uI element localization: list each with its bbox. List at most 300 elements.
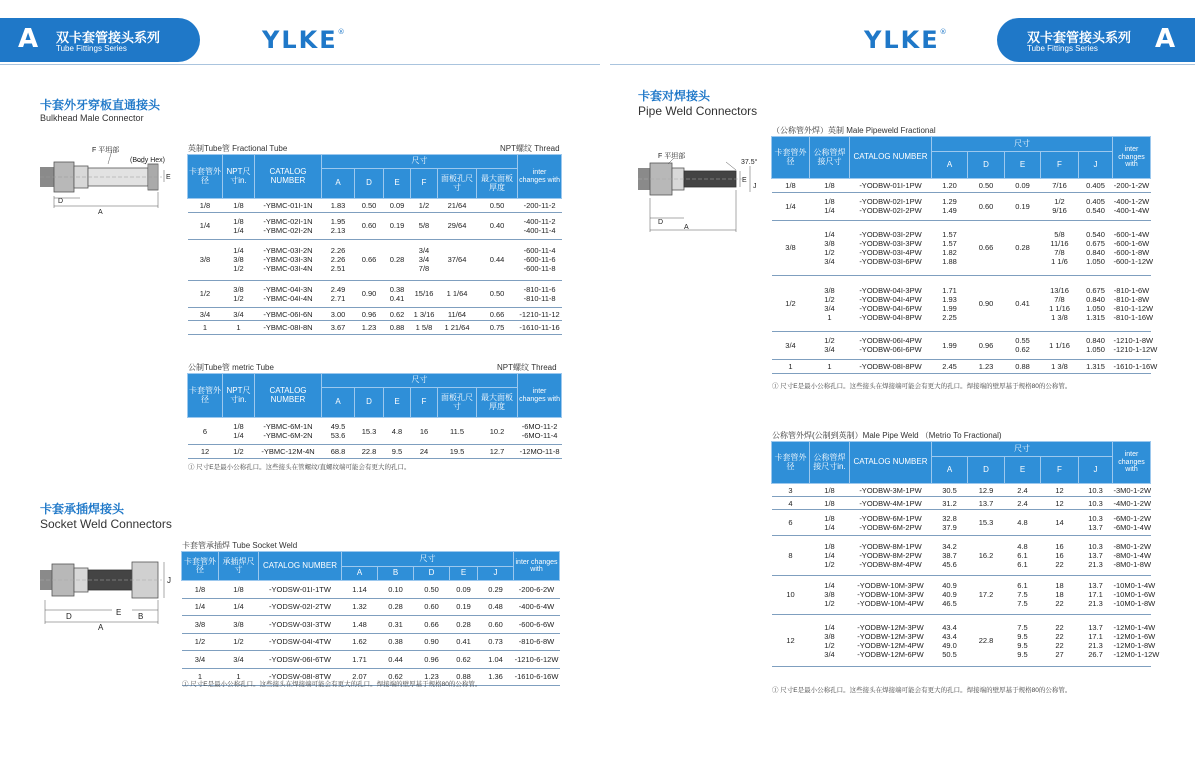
cell-value: 1/2 bbox=[1054, 197, 1065, 207]
cell-inter bbox=[518, 307, 562, 321]
table-row bbox=[772, 192, 1151, 220]
col-size-group: 尺寸 bbox=[322, 155, 518, 169]
cell-pipe bbox=[810, 575, 850, 614]
cell-a bbox=[932, 614, 968, 666]
cell-value: 1/4 bbox=[824, 581, 835, 591]
col-e: E bbox=[384, 388, 411, 418]
cell-inter bbox=[1113, 331, 1158, 359]
cell-value: 1 1/16 bbox=[1049, 303, 1070, 313]
cell-od: 10 bbox=[772, 575, 810, 614]
cell-pipe bbox=[810, 510, 850, 536]
cell-e bbox=[384, 199, 411, 213]
cell-value: 5/8 bbox=[1054, 229, 1065, 239]
bulkhead-fractional-table bbox=[187, 154, 562, 335]
cell-od: 3 bbox=[772, 484, 810, 497]
col-tube-od: 卡套管外径 bbox=[772, 137, 810, 179]
cell-inter bbox=[1113, 179, 1151, 193]
cell-value: -1210-1-12W bbox=[1113, 345, 1158, 355]
pipe-weld-dwg-flat-label: F 平坦部 bbox=[658, 153, 686, 160]
cell-value: 0.405 bbox=[1086, 197, 1105, 207]
cell-value: 21.3 bbox=[1088, 640, 1103, 650]
cell-npt bbox=[223, 199, 255, 213]
cell-j bbox=[1079, 179, 1113, 193]
cell-value: -810-11-6 bbox=[523, 284, 556, 294]
cell-value: 0.55 bbox=[1015, 336, 1030, 346]
bulkhead-frac-thread-caption: NPT螺纹 Thread bbox=[500, 144, 560, 153]
cell-value: -YODBW-10M-3PW bbox=[857, 590, 924, 600]
cell-f bbox=[411, 321, 438, 335]
cell-value: 53.6 bbox=[330, 431, 346, 441]
cell-value: 6.1 bbox=[1017, 560, 1028, 570]
cell-value: 0.19 bbox=[389, 221, 405, 231]
cell-value: -YODBW-01I-1PW bbox=[859, 180, 922, 190]
cell-d: 0.66 bbox=[355, 239, 384, 280]
table-row bbox=[772, 614, 1151, 666]
cell-hole: 19.5 bbox=[438, 445, 477, 459]
cell-j: 0.73 bbox=[478, 633, 514, 651]
cell-od: 3/4 bbox=[772, 331, 810, 359]
cell-value: 9.5 bbox=[1017, 640, 1028, 650]
socket-weld-title-zh: 卡套承插焊接头 bbox=[40, 502, 125, 516]
cell-d: 1.23 bbox=[414, 668, 450, 686]
bulkhead-connector-drawing bbox=[40, 140, 180, 216]
cell-e bbox=[1005, 510, 1041, 536]
cell-value: 1.050 bbox=[1086, 345, 1105, 355]
cell-e bbox=[1005, 331, 1041, 359]
cell-inter bbox=[1113, 536, 1151, 575]
cell-value: 0.62 bbox=[389, 309, 405, 319]
cell-d: 1.23 bbox=[968, 359, 1005, 373]
table-row bbox=[772, 510, 1151, 536]
cell-value: 1/4 bbox=[233, 225, 244, 235]
cell-cat bbox=[255, 307, 322, 321]
cell-j bbox=[1079, 331, 1113, 359]
cell-value: 0.540 bbox=[1086, 206, 1105, 216]
cell-value: -1610-11-16 bbox=[519, 323, 560, 333]
cell-value: 10.3 bbox=[1088, 485, 1103, 495]
cell-a: 1.14 bbox=[342, 581, 378, 599]
cell-od: 12 bbox=[772, 614, 810, 666]
cell-f bbox=[1041, 497, 1079, 510]
cell-e: 0.28 bbox=[450, 616, 478, 634]
cell-value: 13/16 bbox=[1050, 285, 1069, 295]
cell-a bbox=[932, 536, 968, 575]
cell-value: -12M0-1-4W bbox=[1113, 622, 1156, 632]
col-socket-weld-size: 承插焊尺寸 bbox=[219, 552, 259, 581]
cell-value: 46.5 bbox=[942, 599, 957, 609]
cell-value: 0.19 bbox=[1015, 201, 1030, 211]
cell-value: -YBMC-02I-2N bbox=[263, 225, 313, 235]
col-npt-size: NPT尺寸in. bbox=[223, 374, 255, 418]
cell-value: 34.2 bbox=[942, 542, 957, 552]
table-row bbox=[772, 276, 1151, 332]
col-a: A bbox=[932, 152, 968, 179]
cell-e bbox=[384, 418, 411, 445]
cell-value: 13.7 bbox=[1088, 551, 1103, 561]
brand-name-right: YLKE bbox=[864, 26, 940, 54]
col-pipe-weld-size: 公称管焊接尺寸in. bbox=[810, 442, 850, 484]
cell-value: -YODBW-12M-3PW bbox=[857, 631, 924, 641]
cell-value: 3/4 bbox=[824, 256, 835, 266]
cell-value: 5/8 bbox=[418, 221, 430, 231]
cell-value: 18 bbox=[1055, 581, 1064, 591]
cell-inter bbox=[1113, 510, 1151, 536]
table-row bbox=[188, 239, 562, 280]
cell-f bbox=[1041, 359, 1079, 373]
cell-value: 3/8 bbox=[233, 284, 244, 294]
cell-value: 1.83 bbox=[330, 200, 346, 210]
cell-a bbox=[932, 359, 968, 373]
cell-value: -4M0-1-2W bbox=[1113, 498, 1152, 508]
pipe-weld-title-zh: 卡套对焊接头 bbox=[638, 89, 711, 103]
cell-value: 1.29 bbox=[942, 197, 957, 207]
cell-value: 31.2 bbox=[942, 498, 957, 508]
col-size-group: 尺寸 bbox=[342, 552, 514, 567]
cell-value: 1/2 bbox=[824, 247, 835, 257]
socket-dwg-e-label: E bbox=[116, 608, 122, 617]
cell-value: 3.00 bbox=[330, 309, 346, 319]
cell-value: 1 bbox=[236, 323, 241, 333]
cell-value: 0.88 bbox=[1015, 361, 1030, 371]
cell-value: 32.8 bbox=[942, 513, 957, 523]
table-row bbox=[772, 179, 1151, 193]
cell-od: 1 bbox=[772, 359, 810, 373]
col-d: D bbox=[355, 169, 384, 199]
cell-value: -YODBW-08I-8PW bbox=[859, 361, 922, 371]
cell-value: -400-11-2 bbox=[523, 216, 556, 226]
cell-cat bbox=[850, 192, 932, 220]
cell-value: 9.5 bbox=[391, 446, 403, 456]
cell-j: 0.60 bbox=[478, 616, 514, 634]
cell-hole: 1 1/64 bbox=[438, 280, 477, 307]
cell-b: 0.31 bbox=[378, 616, 414, 634]
cell-inter: -810-6-8W bbox=[514, 633, 560, 651]
cell-a bbox=[932, 510, 968, 536]
cell-cat bbox=[255, 212, 322, 239]
bulkhead-dwg-a-label: A bbox=[98, 209, 103, 216]
cell-inter: -200-6-2W bbox=[514, 581, 560, 599]
cell-value: -1210-11-12 bbox=[519, 309, 560, 319]
cell-cat bbox=[255, 239, 322, 280]
table-row bbox=[182, 581, 560, 599]
cell-value: 0.675 bbox=[1086, 238, 1105, 248]
cell-cat: -YODSW-04I-4TW bbox=[259, 633, 342, 651]
cell-value: 1 1/16 bbox=[1049, 340, 1070, 350]
cell-value: -YODBW-02I-2PW bbox=[859, 206, 922, 216]
cell-f bbox=[411, 212, 438, 239]
cell-e bbox=[1005, 575, 1041, 614]
col-d: D bbox=[968, 457, 1005, 484]
cell-od: 1/2 bbox=[182, 633, 219, 651]
cell-d: 0.90 bbox=[355, 280, 384, 307]
cell-value: -12MO-11-8 bbox=[519, 446, 560, 456]
col-pipe-weld-size: 公称管焊接尺寸 bbox=[810, 137, 850, 179]
cell-e bbox=[1005, 484, 1041, 497]
pipe-weld-section-title bbox=[638, 87, 757, 118]
cell-pipe bbox=[810, 331, 850, 359]
cell-value: -YODBW-03I-3PW bbox=[859, 238, 922, 248]
cell-value: 13.7 bbox=[1088, 522, 1103, 532]
cell-value: 16 bbox=[1055, 551, 1064, 561]
cell-a bbox=[932, 331, 968, 359]
cell-value: 49.0 bbox=[942, 640, 957, 650]
cell-value: 22 bbox=[1055, 631, 1064, 641]
cell-value: 18 bbox=[1055, 590, 1064, 600]
cell-e bbox=[384, 445, 411, 459]
cell-value: -1210-1-8W bbox=[1113, 336, 1154, 346]
cell-a: 1.71 bbox=[342, 651, 378, 669]
cell-d: 0.50 bbox=[355, 199, 384, 213]
col-f: F bbox=[411, 388, 438, 418]
cell-value: 1/2 bbox=[233, 264, 244, 274]
col-tube-od: 卡套管外径 bbox=[188, 374, 223, 418]
col-interchanges: inter changes with bbox=[518, 374, 562, 418]
pipe-weld-dwg-j-label: J bbox=[753, 183, 757, 190]
cell-value: 21.3 bbox=[1088, 599, 1103, 609]
cell-value: -8M0-1-8W bbox=[1113, 560, 1152, 570]
cell-maxp: 10.2 bbox=[477, 418, 518, 445]
col-max-panel-thickness: 最大面板厚度 bbox=[477, 169, 518, 199]
cell-value: 1/2 bbox=[233, 446, 244, 456]
cell-pipe bbox=[810, 484, 850, 497]
cell-d: 12.9 bbox=[968, 484, 1005, 497]
cell-a: 1.32 bbox=[342, 598, 378, 616]
series-title-zh-left: 双卡套管接头系列 bbox=[56, 31, 161, 46]
socket-weld-table bbox=[181, 551, 560, 686]
cell-j: 1.04 bbox=[478, 651, 514, 669]
cell-value: 1/4 bbox=[824, 206, 835, 216]
header-divider-left bbox=[0, 64, 600, 65]
series-letter-right: A bbox=[1155, 24, 1176, 54]
cell-od: 1/2 bbox=[772, 276, 810, 332]
cell-value: 3/8 bbox=[233, 255, 244, 265]
cell-e: 0.62 bbox=[450, 651, 478, 669]
cell-b: 0.44 bbox=[378, 651, 414, 669]
cell-od: 1 bbox=[182, 668, 219, 686]
cell-value: 1/2 bbox=[824, 560, 835, 570]
cell-a bbox=[932, 484, 968, 497]
cell-value: 1/4 bbox=[233, 246, 244, 256]
cell-inter bbox=[1113, 220, 1154, 276]
cell-b: 0.38 bbox=[378, 633, 414, 651]
table-row bbox=[772, 220, 1151, 276]
cell-f bbox=[1041, 575, 1079, 614]
cell-od: 3/8 bbox=[188, 239, 223, 280]
cell-hole: 29/64 bbox=[438, 212, 477, 239]
cell-a bbox=[932, 575, 968, 614]
cell-d: 0.60 bbox=[355, 212, 384, 239]
bulkhead-dwg-hex-label: (Body Hex) bbox=[130, 157, 166, 164]
cell-value: -400-11-4 bbox=[523, 225, 556, 235]
cell-inter bbox=[1113, 614, 1160, 666]
cell-d: 17.2 bbox=[968, 575, 1005, 614]
cell-inter: -1210-6-12W bbox=[514, 651, 560, 669]
cell-pipe bbox=[810, 192, 850, 220]
cell-a bbox=[932, 497, 968, 510]
cell-value: -600-1-12W bbox=[1113, 256, 1154, 266]
cell-value: 3/4 bbox=[824, 303, 835, 313]
col-interchanges: inter changes with bbox=[1113, 137, 1151, 179]
cell-d: 0.90 bbox=[414, 633, 450, 651]
cell-pipe bbox=[810, 276, 850, 332]
cell-value: 40.9 bbox=[942, 590, 957, 600]
cell-value: 14 bbox=[1055, 518, 1064, 528]
cell-value: 1 1/6 bbox=[1051, 256, 1068, 266]
socket-dwg-j-label: J bbox=[167, 576, 171, 585]
cell-value: 50.5 bbox=[942, 649, 957, 659]
cell-value: -YBMC-02I-1N bbox=[263, 216, 313, 226]
cell-maxp: 0.50 bbox=[477, 199, 518, 213]
cell-d: 0.96 bbox=[355, 307, 384, 321]
col-panel-hole: 面板孔尺寸 bbox=[438, 169, 477, 199]
cell-inter bbox=[518, 418, 562, 445]
cell-value: -810-11-8 bbox=[523, 293, 556, 303]
cell-d: 0.60 bbox=[968, 192, 1005, 220]
cell-pipe bbox=[810, 614, 850, 666]
series-title-en-right: Tube Fittings Series bbox=[1027, 44, 1098, 53]
cell-value: 1.99 bbox=[942, 340, 957, 350]
cell-value: 3/4 bbox=[233, 309, 244, 319]
cell-value: 30.5 bbox=[942, 485, 957, 495]
cell-value: 11/16 bbox=[1050, 238, 1069, 248]
cell-d: 0.90 bbox=[968, 276, 1005, 332]
cell-value: -810-1-12W bbox=[1113, 303, 1154, 313]
cell-f bbox=[411, 280, 438, 307]
cell-f bbox=[1041, 220, 1079, 276]
socket-weld-section-title bbox=[40, 500, 172, 531]
socket-dwg-d-label: D bbox=[66, 612, 72, 621]
cell-inter bbox=[518, 280, 562, 307]
cell-j bbox=[1079, 220, 1113, 276]
cell-value: -YODBW-03I-6PW bbox=[859, 256, 922, 266]
cell-j bbox=[1079, 192, 1113, 220]
cell-value: -YBMC-01I-1N bbox=[263, 200, 313, 210]
cell-od: 12 bbox=[188, 445, 223, 459]
cell-value: -6M0-1-2W bbox=[1113, 513, 1152, 523]
cell-value: -3M0-1-2W bbox=[1113, 485, 1152, 495]
cell-value: 4.8 bbox=[1017, 518, 1028, 528]
cell-f bbox=[411, 307, 438, 321]
cell-value: 1/2 bbox=[233, 293, 244, 303]
cell-value: 7/16 bbox=[1052, 180, 1067, 190]
brand-mark-right: ® bbox=[939, 28, 949, 36]
cell-value: 38.7 bbox=[942, 551, 957, 561]
cell-value: -YBMC-03I-4N bbox=[263, 264, 313, 274]
col-interchanges: inter changes with bbox=[514, 552, 560, 581]
cell-value: 0.09 bbox=[389, 200, 405, 210]
cell-b: 0.10 bbox=[378, 581, 414, 599]
table-row bbox=[772, 575, 1151, 614]
cell-value: 40.9 bbox=[942, 581, 957, 591]
cell-e bbox=[1005, 497, 1041, 510]
cell-a bbox=[322, 239, 355, 280]
col-tube-od: 卡套管外径 bbox=[772, 442, 810, 484]
pipe-weld-title-en: Pipe Weld Connectors bbox=[638, 104, 758, 118]
cell-value: 1.71 bbox=[942, 285, 957, 295]
cell-value: 1 3/8 bbox=[1051, 361, 1068, 371]
cell-value: 10.3 bbox=[1088, 542, 1103, 552]
cell-od: 3/4 bbox=[182, 651, 219, 669]
cell-od: 1/4 bbox=[188, 212, 223, 239]
cell-value: 13.7 bbox=[1088, 581, 1103, 591]
cell-d: 13.7 bbox=[968, 497, 1005, 510]
cell-value: 1/4 bbox=[824, 551, 835, 561]
socket-weld-title-en: Socket Weld Connectors bbox=[40, 517, 172, 531]
pipe-weld-metric-footnote: ① 尺寸E是最小公称孔口。这些接头在焊接端可能会有更大的孔口。焊接端的壁厚基于规格80的公称管。 bbox=[772, 687, 1072, 694]
pipe-weld-metric-caption: 公称管外焊(公制到英制）Male Pipe Weld （Metrio To Fractional) bbox=[772, 431, 1002, 440]
col-a: A bbox=[932, 457, 968, 484]
cell-a bbox=[322, 307, 355, 321]
cell-d: 15.3 bbox=[968, 510, 1005, 536]
cell-b: 0.62 bbox=[378, 668, 414, 686]
col-size-group: 尺寸 bbox=[932, 442, 1113, 457]
cell-value: 1 3/16 bbox=[413, 309, 435, 319]
cell-d: 22.8 bbox=[355, 445, 384, 459]
cell-value: -YODBW-12M-6PW bbox=[857, 649, 924, 659]
cell-value: -600-1-4W bbox=[1113, 229, 1150, 239]
cell-value: 3/8 bbox=[824, 631, 835, 641]
cell-value: 2.51 bbox=[330, 264, 346, 274]
cell-value: -YODBW-06I-4PW bbox=[859, 336, 922, 346]
cell-f bbox=[411, 199, 438, 213]
cell-od: 6 bbox=[772, 510, 810, 536]
cell-od: 1 bbox=[188, 321, 223, 335]
col-f: F bbox=[1041, 152, 1079, 179]
cell-value: 0.540 bbox=[1086, 229, 1105, 239]
series-letter-left: A bbox=[18, 24, 39, 54]
cell-value: 1.49 bbox=[942, 206, 957, 216]
cell-value: 17.1 bbox=[1088, 590, 1103, 600]
cell-value: 3/8 bbox=[824, 590, 835, 600]
cell-sw: 3/4 bbox=[219, 651, 259, 669]
cell-value: 3/4 bbox=[824, 649, 835, 659]
cell-value: -YODBW-8M-2PW bbox=[859, 551, 922, 561]
cell-value: 0.09 bbox=[1015, 180, 1030, 190]
cell-d: 0.96 bbox=[414, 651, 450, 669]
cell-a bbox=[322, 199, 355, 213]
cell-value: 2.13 bbox=[330, 225, 346, 235]
cell-f bbox=[411, 418, 438, 445]
cell-a: 1.62 bbox=[342, 633, 378, 651]
cell-sw: 1/4 bbox=[219, 598, 259, 616]
cell-value: 9.5 bbox=[1017, 649, 1028, 659]
cell-cat bbox=[850, 331, 932, 359]
cell-value: 3/4 bbox=[418, 246, 430, 256]
series-header-right bbox=[997, 18, 1195, 62]
table-row bbox=[772, 497, 1151, 510]
cell-inter bbox=[1113, 192, 1151, 220]
cell-value: 3/8 bbox=[824, 238, 835, 248]
cell-value: -400-1-4W bbox=[1113, 206, 1150, 216]
col-j: J bbox=[1079, 152, 1113, 179]
cell-od: 3/4 bbox=[188, 307, 223, 321]
cell-value: 1/8 bbox=[233, 216, 244, 226]
cell-value: 43.4 bbox=[942, 631, 957, 641]
cell-value: 68.8 bbox=[330, 446, 346, 456]
cell-j bbox=[1079, 497, 1113, 510]
cell-value: 0.41 bbox=[1015, 299, 1030, 309]
col-npt-size: NPT尺寸in. bbox=[223, 155, 255, 199]
brand-logo-left bbox=[262, 26, 347, 54]
pipe-weld-dwg-angle-label: 37.5° bbox=[741, 159, 758, 166]
cell-value: -YODBW-10M-3PW bbox=[857, 581, 924, 591]
cell-value: 3/4 bbox=[824, 345, 835, 355]
cell-j bbox=[1079, 575, 1113, 614]
cell-value: -10M0-1-4W bbox=[1113, 581, 1156, 591]
cell-f bbox=[1041, 536, 1079, 575]
cell-e bbox=[1005, 614, 1041, 666]
cell-value: 1/8 bbox=[233, 422, 244, 432]
